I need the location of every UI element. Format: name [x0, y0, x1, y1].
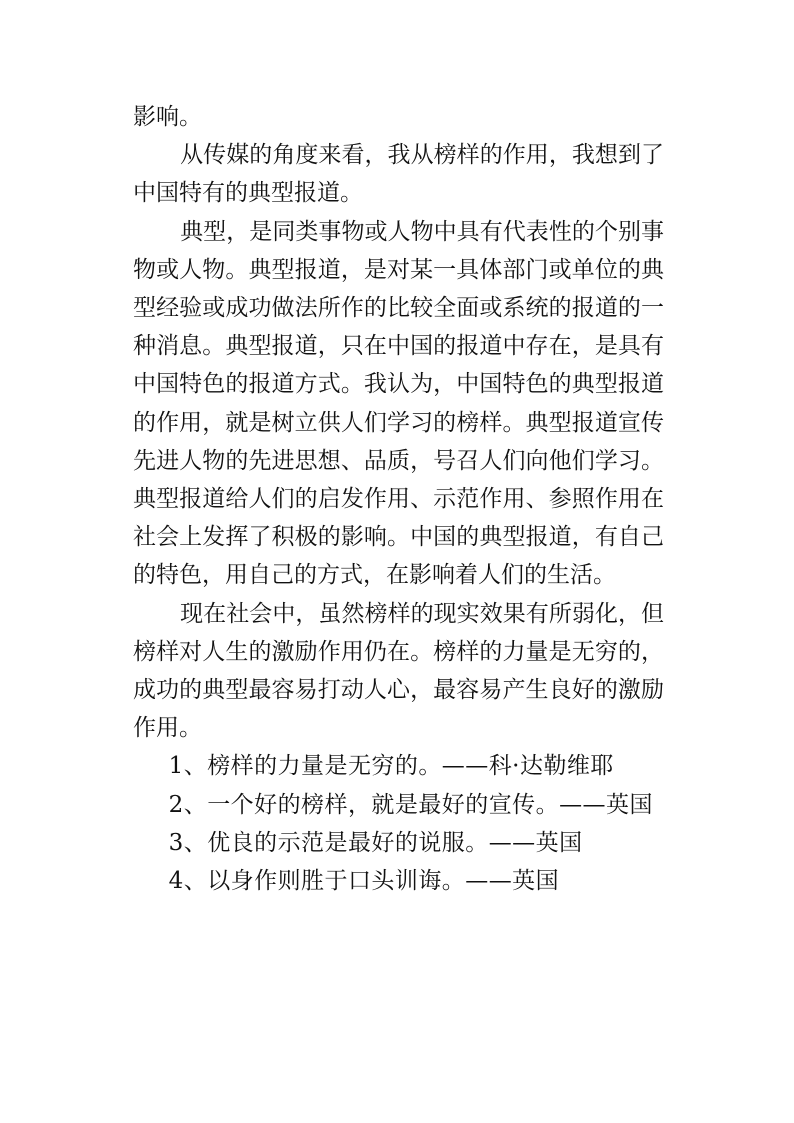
paragraph-role-model-power: 现在社会中，虽然榜样的现实效果有所弱化，但榜样对人生的激励作用仍在。榜样的力量是无穷的，成功的典型最容易打动人心，最容易产生良好的激励作用。 — [133, 600, 664, 742]
quote-item: 3、优良的示范是最好的说服。——英国 — [168, 829, 583, 856]
paragraph-typical-reporting: 典型，是同类事物或人物中具有代表性的个别事物或人物。典型报道，是对某一具体部门或单位的典型经验或成功做法所作的比较全面或系统的报道的一种消息。典型报道，只在中国的报道中存在，是具有中国特色的报道方式。我认为，中国特色的典型报道的作用，就是树立供人们学习的榜样。典型报道宣传先进人物的先进思想、品质，号召人们向他们学习。典型报道给人们的启发作用、示范作用、参照作用在社会上发挥了积极的影响。中国的典型报道，有自己的特色，用自己的方式，在影响着人们的生活。 — [133, 218, 664, 589]
quote-item: 4、以身作则胜于口头训诲。——英国 — [168, 868, 560, 895]
paragraph-media-perspective: 从传媒的角度来看，我从榜样的作用，我想到了中国特有的典型报道。 — [133, 142, 664, 207]
quote-list — [133, 747, 664, 900]
body-text — [133, 98, 664, 900]
quote-item: 1、榜样的力量是无穷的。——科·达勒维耶 — [168, 753, 614, 780]
paragraph-continuation: 影响。 — [133, 104, 202, 130]
quote-item: 2、一个好的榜样，就是最好的宣传。——英国 — [168, 791, 653, 818]
